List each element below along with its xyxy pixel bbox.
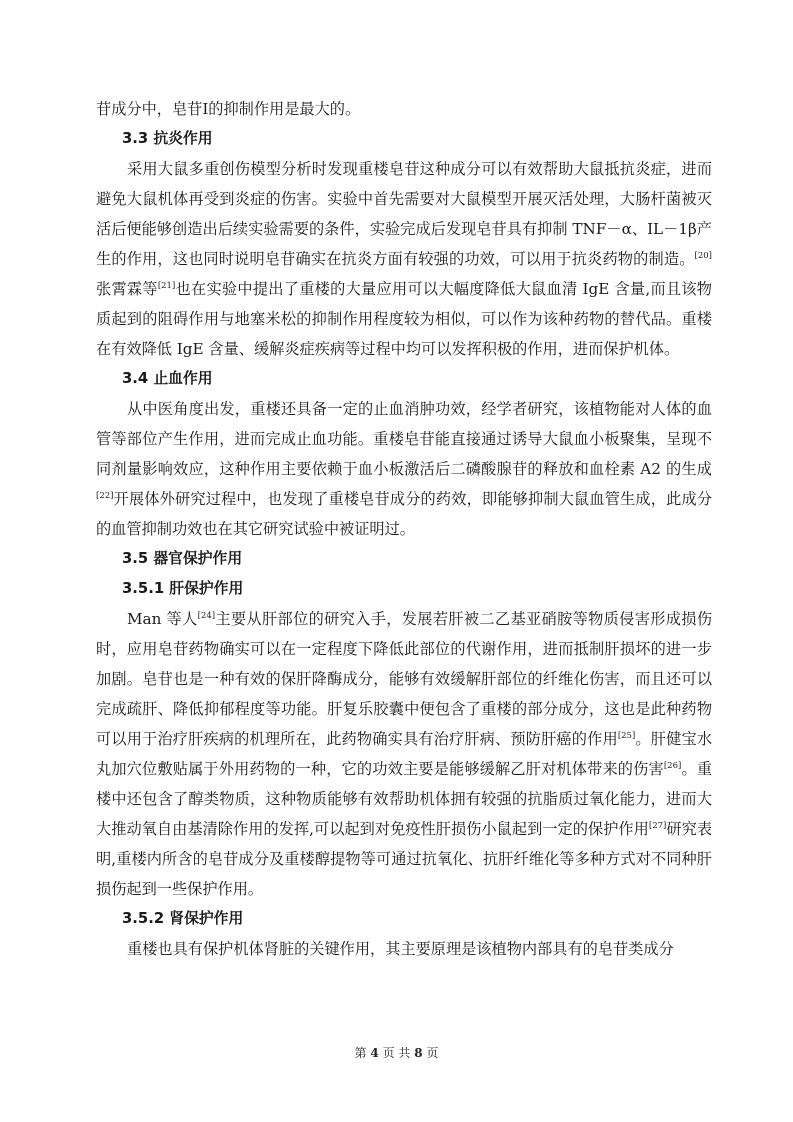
paragraph-kidney-protection: 重楼也具有保护机体肾脏的关键作用，其主要原理是该植物内部具有的皂苷类成分	[127, 940, 674, 958]
paragraph-text: 也在实验中提出了重楼的大量应用可以大幅度降低大鼠血清 IgE 含量,而且该物质起到的阻碍作用与地塞米松的抑制作用程度较为相似，可以作为该种药物的替代品。重楼在有效降低 IgE 含量、缓解炎症疾病等过程中均可以发挥积极的作用，进而保护机体。	[96, 280, 712, 358]
paragraph-text: 采用大鼠多重创伤模型分析时发现重楼皂苷这种成分可以有效帮助大鼠抵抗炎症，进而避免大鼠机体再受到炎症的伤害。实验中首先需要对大鼠模型开展灭活处理，大肠杆菌被灭活后便能够创造出后续实验需要的条件，实验完成后发现皂苷具有抑制 TNF－α、IL－1β产生的作用，这也同时说明皂苷确实在抗炎方面有较强的功效，可以用于抗炎药物的制造。	[96, 160, 712, 268]
paragraph-continuation: 苷成分中，皂苷Ⅰ的抑制作用是最大的。	[96, 100, 361, 118]
section-heading-3-5: 3.5 器官保护作用	[122, 550, 243, 567]
paragraph-text: 开展体外研究过程中，也发现了重楼皂苷成分的药效，即能够抑制大鼠血管生成，此成分的血管抑制功效也在其它研究试验中被证明过。	[96, 490, 712, 538]
paragraph-text: 研究表明,重楼内所含的皂苷成分及重楼醇提物等可通过抗氧化、抗肝纤维化等多种方式对不同种肝损伤起到一些保护作用。	[96, 820, 713, 898]
paragraph-text: 从中医角度出发，重楼还具备一定的止血消肿功效，经学者研究，该植物能对人体的血管等部位产生作用，进而完成止血功能。重楼皂苷能直接通过诱导大鼠血小板聚集，呈现不同剂量影响效应，这种作用主要依赖于血小板激活后二磷酸腺苷的释放和血栓素 A2 的生成	[96, 400, 712, 478]
citation-ref: [25]	[617, 731, 636, 741]
section-heading-3-5-2: 3.5.2 肾保护作用	[122, 910, 244, 927]
citation-ref: [21]	[157, 281, 176, 291]
page-footer	[0, 1044, 793, 1061]
citation-ref: [20]	[694, 251, 712, 261]
footer-total-pages: 8	[414, 1046, 423, 1060]
section-heading-3-3: 3.3 抗炎作用	[122, 130, 213, 147]
citation-ref: [22]	[96, 491, 114, 501]
section-heading-3-5-1: 3.5.1 肝保护作用	[122, 580, 244, 597]
paragraph-text: 。肝健宝水丸加穴位敷贴属于外用药物的一种，它的功效主要是能够缓解乙肝对机体带来的伤害	[96, 730, 713, 778]
paragraph-text: 张霄霖等	[96, 280, 158, 298]
paragraph-anti-inflammatory	[96, 154, 712, 364]
paragraph-text: 。重楼中还包含了醇类物质，这种物质能够有效帮助机体拥有较强的抗脂质过氧化能力，进而大大推动氧自由基清除作用的发挥,可以起到对免疫性肝损伤小鼠起到一定的保护作用	[96, 760, 713, 838]
footer-middle: 页 共	[382, 1046, 411, 1060]
citation-ref: [26]	[663, 761, 682, 771]
paragraph-text: Man 等人	[127, 610, 198, 628]
citation-ref: [24]	[197, 611, 216, 621]
footer-suffix: 页	[426, 1046, 439, 1060]
paragraph-text: 主要从肝部位的研究入手，发展若肝被二乙基亚硝胺等物质侵害形成损伤时，应用皂苷药物确实可以在一定程度下降低此部位的代谢作用，进而抵制肝损坏的进一步加剧。皂苷也是一种有效的保肝降酶成分，能够有效缓解肝部位的纤维化伤害，而且还可以完成疏肝、降低抑郁程度等功能。肝复乐胶囊中便包含了重楼的部分成分，这也是此种药物可以用于治疗肝疾病的机理所在，此药物确实具有治疗肝病、预防肝癌的作用	[96, 610, 713, 748]
page-body	[96, 94, 712, 964]
paragraph-hemostatic	[96, 394, 712, 544]
footer-page-number: 4	[370, 1046, 379, 1060]
section-heading-3-4: 3.4 止血作用	[122, 370, 213, 387]
footer-prefix: 第	[354, 1046, 367, 1060]
citation-ref: [27]	[648, 821, 667, 831]
paragraph-liver-protection	[96, 604, 712, 904]
